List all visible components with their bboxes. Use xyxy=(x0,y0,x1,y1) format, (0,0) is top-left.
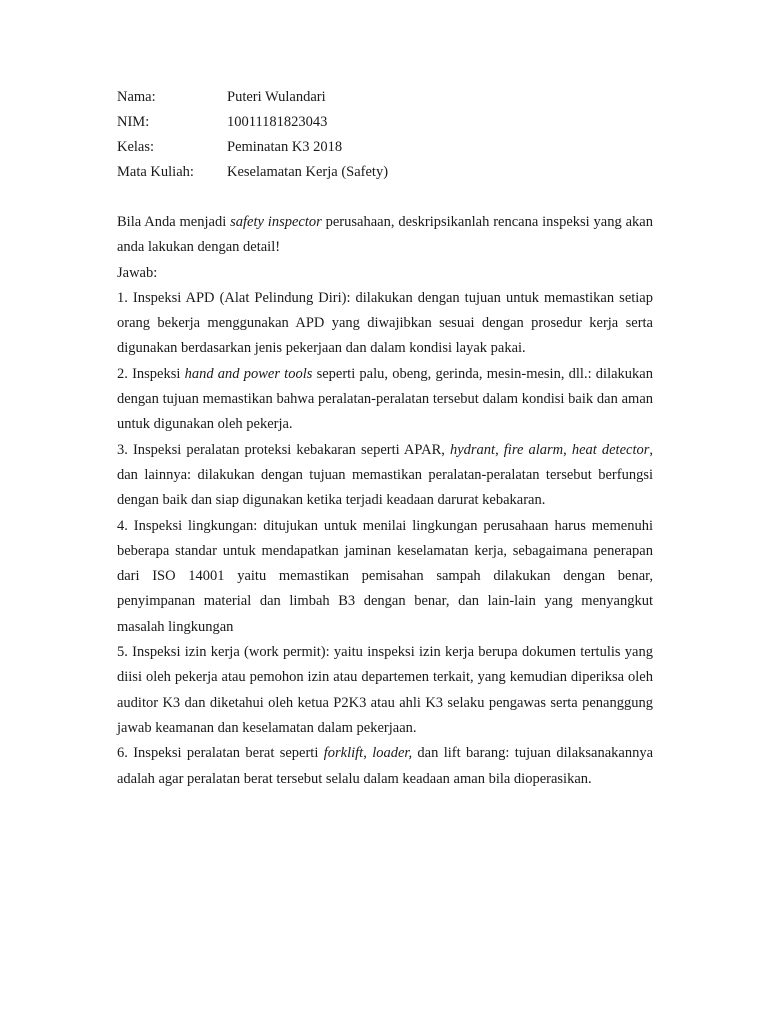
question-italic: safety inspector xyxy=(230,214,322,230)
question-paragraph xyxy=(117,210,653,261)
list-item-2 xyxy=(117,362,653,438)
item6-italic-forklift: forklift xyxy=(323,745,364,762)
item6-text-e: dan lift barang: tujuan dilaksanakannya adalah agar peralatan berat tersebut selalu dalam keadaan aman bila dioperasikan. xyxy=(117,745,654,787)
name-label: Nama: xyxy=(117,89,156,105)
class-label: Kelas: xyxy=(117,139,155,155)
name-value: Puteri Wulandari xyxy=(227,89,326,105)
list-item-3 xyxy=(117,438,653,514)
item6-italic-loader: loader, xyxy=(372,745,413,762)
item6-text-c: , xyxy=(363,745,373,762)
item3-text-a: 3. Inspeksi peralatan proteksi kebakaran seperti APAR, xyxy=(117,441,450,458)
list-item-4: 4. Inspeksi lingkungan: ditujukan untuk menilai lingkungan perusahaan harus memenuhi beberapa standar untuk mendapatkan jaminan keselamatan kerja, sebagaimana penerapan dari ISO 14001 yaitu memastikan pemisahan sampah dilakukan dengan benar, penyimpanan material dan limbah B3 dengan benar, dan lain-lain yang menyangkut masalah lingkungan xyxy=(117,517,653,635)
course-value: Keselamatan Kerja (Safety) xyxy=(227,164,389,180)
answer-body xyxy=(117,210,653,792)
item2-text-a: 2. Inspeksi xyxy=(117,365,185,382)
list-item-5: 5. Inspeksi izin kerja (work permit): yaitu inspeksi izin kerja berupa dokumen tertulis yang diisi oleh pekerja atau pemohon izin atau departemen terkait, yang kemudian diperiksa oleh auditor K3 dan diketahui oleh ketua P2K3 atau ahli K3 selaku pengawas serta penanggung jawab keamanan dan keselamatan dalam pekerjaan. xyxy=(117,644,653,736)
course-label: Mata Kuliah: xyxy=(117,164,194,180)
nim-value: 10011181823043 xyxy=(227,114,328,130)
item2-text-c: seperti palu, obeng, gerinda, mesin-mesin, dll.: dilakukan dengan tujuan memastikan bahwa peralatan-peralatan tersebut dalam kondisi baik dan aman untuk digunakan oleh pekerja. xyxy=(117,365,653,433)
document-page xyxy=(117,85,653,792)
info-row-nim xyxy=(117,110,653,135)
nim-label: NIM: xyxy=(117,114,150,130)
item3-text-c: , xyxy=(495,441,504,458)
question-text-1: Bila Anda menjadi xyxy=(117,214,231,230)
item2-italic: hand and power tools xyxy=(184,365,313,382)
item3-text-e: , xyxy=(563,441,572,458)
student-info xyxy=(117,85,653,185)
info-row-course xyxy=(117,160,653,185)
list-item-6 xyxy=(117,741,653,792)
list-item-1: 1. Inspeksi APD (Alat Pelindung Diri): dilakukan dengan tujuan untuk memastikan setiap orang bekerja menggunakan APD yang diwajibkan sesuai dengan prosedur kerja serta digunakan berdasarkan jenis pekerjaan dan dalam kondisi layak pakai. xyxy=(117,289,653,357)
answer-label: Jawab: xyxy=(117,264,158,281)
info-row-class xyxy=(117,135,653,160)
item3-italic-hydrant: hydrant xyxy=(449,441,496,458)
item3-text-g: , dan lainnya: dilakukan dengan tujuan memastikan peralatan-peralatan tersebut berfungsi dengan baik dan siap digunakan ketika terjadi keadaan darurat kebakaran. xyxy=(117,441,653,509)
item3-italic-fire-alarm: fire alarm xyxy=(503,441,564,458)
item6-text-a: 6. Inspeksi peralatan berat seperti xyxy=(117,745,324,762)
item3-italic-heat-detector: heat detector xyxy=(571,441,650,458)
class-value: Peminatan K3 2018 xyxy=(227,139,343,155)
info-row-name xyxy=(117,85,653,110)
question-text-2: perusahaan, deskripsikanlah rencana inspeksi yang akan anda lakukan dengan detail! xyxy=(117,214,653,256)
